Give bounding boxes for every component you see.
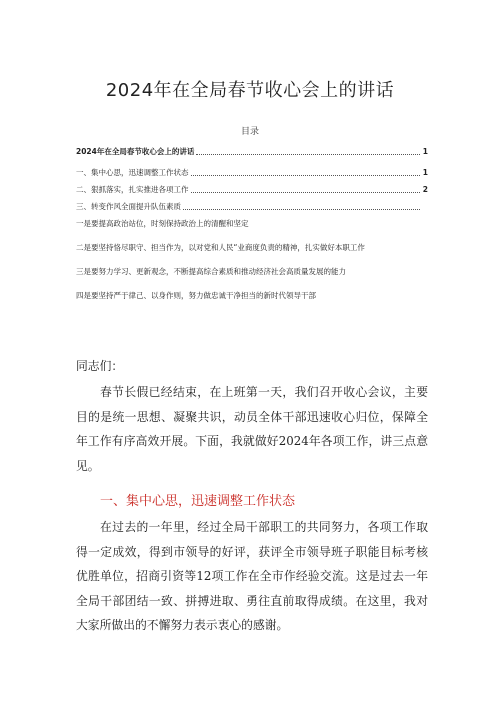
toc-entry-page: 2	[422, 185, 428, 194]
toc-entry-label: 二、狠抓落实，扎实推进各项工作	[76, 185, 189, 194]
toc-sub-item[interactable]: 一是要提高政治站位，时刻保持政治上的清醒和坚定	[76, 219, 249, 228]
toc-entry[interactable]	[76, 167, 428, 179]
toc-heading: 目录	[240, 127, 259, 137]
salutation: 同志们：	[76, 359, 124, 373]
toc-entry-label: 2024年在全局春节收心会上的讲话	[76, 147, 195, 156]
toc-entry-page: 1	[422, 168, 428, 177]
toc-sub-item[interactable]: 四是要坚持严于律己、以身作则，努力做忠诚干净担当的新时代领导干部	[76, 291, 316, 300]
toc-leader	[191, 174, 421, 176]
toc-leader	[196, 153, 420, 155]
table-of-contents	[76, 146, 428, 213]
toc-entry-label: 三、转变作风全面提升队伍素质	[76, 202, 181, 211]
toc-leader	[191, 191, 421, 193]
toc-sub-item[interactable]: 二是要坚持恪尽职守、担当作为，以对党和人民“业商度负责的精神，扎实做好本职工作	[76, 243, 365, 252]
toc-entry[interactable]	[76, 146, 428, 158]
section-paragraph: 在过去的一年里，经过全局干部职工的共同努力，各项工作取得一定成效，得到市领导的好评，获评全市领导班子职能目标考核优胜单位，招商引资等12项工作在全市作经验交流。这是过去一年全局干部团结一致、拼搏进取、勇往直前取得成绩。在这里，我对大家所做出的不懈努力表示衷心的感谢。	[76, 520, 428, 632]
toc-entry-page: 1	[422, 147, 428, 156]
toc-entry-label: 一、集中心思，迅速调整工作状态	[76, 168, 189, 177]
document-title: 2024年在全局春节收心会上的讲话	[105, 80, 395, 101]
toc-entry[interactable]	[76, 184, 428, 196]
intro-paragraph: 春节长假已经结束，在上班第一天，我们召开收心会议，主要目的是统一思想、凝聚共识，动员全体干部迅速收心归位，保障全年工作有序高效开展。下面，我就做好2024年各项工作，讲三点意见。	[76, 385, 428, 473]
toc-leader	[183, 208, 420, 210]
section-heading: 一、集中心思，迅速调整工作状态	[100, 494, 296, 509]
toc-entry[interactable]	[76, 201, 428, 213]
toc-sub-item[interactable]: 三是要努力学习、更新观念，不断提高综合素质和推动经济社会高质量发展的能力	[76, 267, 346, 276]
